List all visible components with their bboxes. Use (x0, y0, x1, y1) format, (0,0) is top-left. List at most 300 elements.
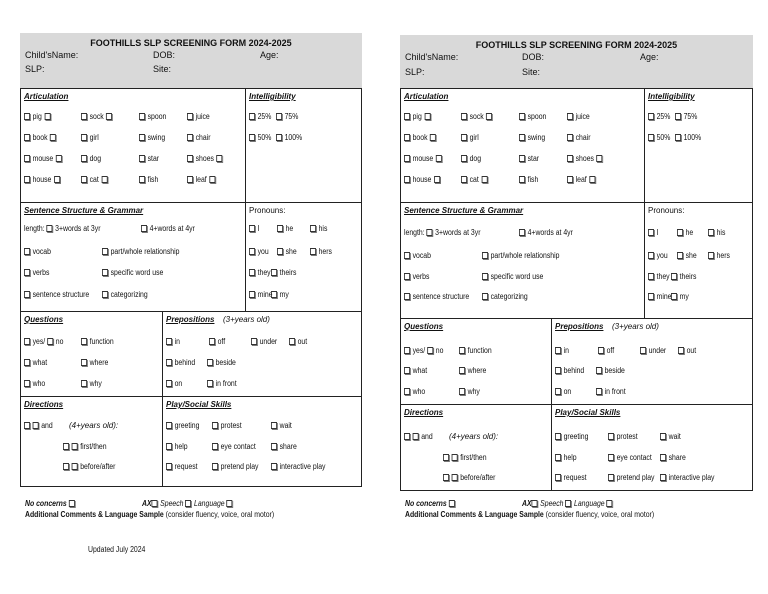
checkbox-icon[interactable] (555, 474, 561, 481)
dob-label: DOB: (522, 52, 545, 62)
checkbox-icon[interactable] (459, 388, 465, 395)
form-title: FOOTHILLS SLP SCREENING FORM 2024-2025 (475, 40, 678, 50)
checkbox-icon[interactable] (443, 454, 449, 461)
item-label: 4+words at 4yr (527, 228, 573, 237)
item-label: part/whole relationship (110, 247, 180, 256)
checkbox-icon[interactable] (461, 134, 467, 141)
item-label: beside (215, 358, 236, 367)
checkbox-icon[interactable] (404, 367, 410, 374)
checkbox-icon[interactable] (249, 134, 255, 141)
prepositions-note: (3+years old) (223, 315, 270, 324)
articulation-item-cat (461, 175, 487, 184)
item-label: leaf (195, 175, 207, 184)
checkbox-icon[interactable] (139, 155, 145, 162)
item-label: why (467, 387, 480, 396)
checkbox-icon[interactable] (251, 338, 257, 345)
articulation-item-swing (139, 133, 165, 142)
comments-label: Additional Comments & Language Sample (405, 510, 546, 519)
site-label: Site: (522, 67, 541, 77)
checkbox-icon[interactable] (677, 229, 683, 236)
checkbox-icon[interactable] (276, 134, 282, 141)
checkbox-icon[interactable] (404, 113, 410, 120)
checkbox-icon[interactable] (209, 176, 215, 183)
directions-and-label: and (41, 421, 53, 430)
item-label: where (89, 358, 109, 367)
item-label: hers (318, 247, 332, 256)
checkbox-icon[interactable] (24, 291, 30, 298)
checkbox-icon[interactable] (434, 176, 440, 183)
checkbox-icon[interactable] (207, 359, 213, 366)
item-label: mine (257, 290, 273, 299)
checkbox-icon[interactable] (597, 155, 603, 162)
play-protest (608, 432, 638, 441)
pronouns-heading: Pronouns: (648, 206, 685, 215)
checkbox-icon[interactable] (427, 229, 433, 236)
checkbox-icon[interactable] (608, 454, 614, 461)
articulation-item-star (139, 154, 159, 163)
checkbox-icon[interactable] (555, 433, 561, 440)
checkbox-icon[interactable] (24, 134, 30, 141)
item-label: she (285, 247, 297, 256)
checkbox-icon[interactable] (461, 155, 467, 162)
checkbox-icon[interactable] (139, 113, 145, 120)
item-label: spoon (527, 112, 547, 121)
item-label: star (147, 154, 160, 163)
intelligibility-section (245, 88, 362, 203)
checkbox-icon[interactable] (555, 388, 561, 395)
checkbox-icon[interactable] (482, 273, 488, 280)
play-pretend (608, 473, 654, 482)
checkbox-icon[interactable] (481, 176, 487, 183)
checkbox-icon[interactable] (404, 134, 410, 141)
item-label: verbs (32, 268, 50, 277)
checkbox-icon[interactable] (24, 176, 30, 183)
pronoun-i (648, 228, 659, 237)
checkbox-icon[interactable] (212, 463, 218, 470)
checkbox-icon[interactable] (227, 500, 233, 507)
checkbox-icon[interactable] (608, 433, 614, 440)
item-label: beside (604, 366, 625, 375)
checkbox-icon[interactable] (404, 293, 410, 300)
checkbox-icon[interactable] (81, 359, 87, 366)
checkbox-icon[interactable] (24, 359, 30, 366)
checkbox-icon[interactable] (519, 113, 525, 120)
item-label: share (668, 453, 686, 462)
checkbox-icon[interactable] (607, 500, 613, 507)
yes-label: yes/ (412, 346, 428, 355)
question-why (459, 387, 480, 396)
checkbox-icon[interactable] (166, 380, 172, 387)
pronouns-heading: Pronouns: (249, 206, 286, 215)
play-greeting (555, 432, 588, 441)
checkbox-icon[interactable] (152, 500, 158, 507)
first-then-label: first/then (80, 442, 107, 451)
checkbox-icon[interactable] (671, 273, 677, 280)
item-label: theirs (679, 272, 697, 281)
item-label: request (563, 473, 587, 482)
length-4yr (141, 224, 195, 233)
checkbox-icon[interactable] (555, 454, 561, 461)
checkbox-icon[interactable] (413, 433, 419, 440)
checkbox-icon[interactable] (449, 500, 455, 507)
checkbox-icon[interactable] (404, 273, 410, 280)
first-then-label: first/then (460, 453, 487, 462)
checkbox-icon[interactable] (675, 113, 681, 120)
sentence-item-structure (24, 290, 89, 299)
item-label: function (467, 346, 492, 355)
item-label: I (656, 228, 659, 237)
play-protest (212, 421, 242, 430)
play-pretend (212, 462, 258, 471)
checkbox-icon[interactable] (271, 291, 277, 298)
item-label: pretend play (616, 473, 655, 482)
play-share (271, 442, 297, 451)
checkbox-icon[interactable] (482, 252, 488, 259)
checkbox-icon[interactable] (671, 293, 677, 300)
checkbox-icon[interactable] (310, 248, 316, 255)
checkbox-icon[interactable] (660, 454, 666, 461)
checkbox-icon[interactable] (249, 269, 255, 276)
item-label: house (412, 175, 432, 184)
checkbox-icon[interactable] (187, 113, 193, 120)
checkbox-icon[interactable] (648, 293, 654, 300)
item-label: she (685, 251, 697, 260)
item-label: spoon (147, 112, 167, 121)
item-label: part/whole relationship (490, 251, 560, 260)
play-wait (660, 432, 681, 441)
checkbox-icon[interactable] (139, 176, 145, 183)
checkbox-icon[interactable] (44, 113, 50, 120)
checkbox-icon[interactable] (589, 176, 595, 183)
item-label: greeting (174, 421, 200, 430)
checkbox-icon[interactable] (461, 176, 467, 183)
item-label: what (412, 366, 428, 375)
articulation-item-mouse (24, 154, 62, 163)
checkbox-icon[interactable] (532, 500, 538, 507)
item-label: in front (215, 379, 237, 388)
checkbox-icon[interactable] (404, 155, 410, 162)
checkbox-icon[interactable] (567, 155, 573, 162)
checkbox-icon[interactable] (443, 474, 449, 481)
item-label: protest (616, 432, 638, 441)
checkbox-icon[interactable] (648, 134, 654, 141)
ax-row (522, 499, 615, 508)
directions-first-then (443, 453, 487, 462)
play-wait (271, 421, 292, 430)
item-label: off (606, 346, 615, 355)
checkbox-icon[interactable] (217, 155, 223, 162)
checkbox-icon[interactable] (81, 113, 87, 120)
checkbox-icon[interactable] (555, 347, 561, 354)
item-label: swing (527, 133, 546, 142)
checkbox-icon[interactable] (47, 338, 53, 345)
checkbox-icon[interactable] (187, 176, 193, 183)
checkbox-icon[interactable] (555, 367, 561, 374)
checkbox-icon[interactable] (598, 347, 604, 354)
checkbox-icon[interactable] (519, 229, 525, 236)
sentence-structure-section (20, 202, 246, 312)
form-header (20, 33, 362, 88)
length-3yr-label: 3+words at 3yr (435, 228, 481, 237)
checkbox-icon[interactable] (596, 388, 602, 395)
pronoun-i (249, 224, 260, 233)
checkbox-icon[interactable] (81, 338, 87, 345)
length-label: length: (24, 224, 47, 233)
item-label: my (679, 292, 689, 301)
item-label: behind (174, 358, 196, 367)
checkbox-icon[interactable] (678, 347, 684, 354)
play-request (555, 473, 587, 482)
preposition-on (166, 379, 182, 388)
checkbox-icon[interactable] (648, 113, 654, 120)
pronoun-hers (708, 251, 730, 260)
no-concerns-row (405, 499, 457, 508)
pronoun-mine (249, 290, 273, 299)
checkbox-icon[interactable] (519, 134, 525, 141)
item-label: mine (656, 292, 672, 301)
checkbox-icon[interactable] (72, 443, 78, 450)
question-what (404, 366, 427, 375)
articulation-item-shoes (187, 154, 223, 163)
checkbox-icon[interactable] (81, 380, 87, 387)
checkbox-icon[interactable] (139, 134, 145, 141)
checkbox-icon[interactable] (565, 500, 571, 507)
item-label: pig (32, 112, 42, 121)
length-label: length: (404, 228, 427, 237)
articulation-item-house (24, 175, 60, 184)
checkbox-icon[interactable] (271, 422, 277, 429)
checkbox-icon[interactable] (276, 113, 282, 120)
checkbox-icon[interactable] (207, 380, 213, 387)
checkbox-icon[interactable] (102, 291, 108, 298)
articulation-item-pig (404, 112, 430, 121)
checkbox-icon[interactable] (519, 155, 525, 162)
item-label: he (685, 228, 694, 237)
checkbox-icon[interactable] (24, 155, 30, 162)
directions-note: (4+years old): (69, 421, 119, 430)
checkbox-icon[interactable] (271, 463, 277, 470)
checkbox-icon[interactable] (81, 155, 87, 162)
prepositions-heading: Prepositions (555, 322, 604, 331)
sentence-item-categorizing (482, 292, 528, 301)
checkbox-icon[interactable] (567, 176, 573, 183)
item-label: interactive play (668, 473, 715, 482)
articulation-item-spoon (139, 112, 166, 121)
updated-label: Updated July 2024 (88, 545, 146, 554)
item-label: fish (527, 175, 539, 184)
preposition-behind (555, 366, 584, 375)
item-label: juice (575, 112, 590, 121)
checkbox-icon[interactable] (63, 463, 69, 470)
sentence-item-structure (404, 292, 469, 301)
checkbox-icon[interactable] (54, 176, 60, 183)
intelligibility-50 (249, 133, 271, 142)
checkbox-icon[interactable] (72, 463, 78, 470)
item-label: girl (469, 133, 479, 142)
item-label: out (686, 346, 697, 355)
checkbox-icon[interactable] (249, 225, 255, 232)
dob-label: DOB: (153, 50, 176, 60)
pronoun-theirs (671, 272, 696, 281)
checkbox-icon[interactable] (427, 347, 433, 354)
checkbox-icon[interactable] (608, 474, 614, 481)
checkbox-icon[interactable] (187, 134, 193, 141)
item-label: eye contact (220, 442, 256, 451)
item-label: greeting (563, 432, 589, 441)
articulation-item-leaf (567, 175, 595, 184)
play-social-section (551, 404, 753, 491)
pronoun-hers (310, 247, 332, 256)
checkbox-icon[interactable] (310, 225, 316, 232)
item-label: sentence structure (412, 292, 470, 301)
sentence-item-partwhole (102, 247, 179, 256)
checkbox-icon[interactable] (271, 443, 277, 450)
checkbox-icon[interactable] (271, 269, 277, 276)
item-label: they (656, 272, 670, 281)
checkbox-icon[interactable] (459, 347, 465, 354)
checkbox-icon[interactable] (648, 273, 654, 280)
checkbox-icon[interactable] (708, 229, 714, 236)
checkbox-icon[interactable] (81, 134, 87, 141)
checkbox-icon[interactable] (166, 359, 172, 366)
checkbox-icon[interactable] (56, 155, 62, 162)
pronoun-my (671, 292, 689, 301)
checkbox-icon[interactable] (452, 454, 458, 461)
checkbox-icon[interactable] (102, 269, 108, 276)
checkbox-icon[interactable] (424, 113, 430, 120)
item-label: fish (147, 175, 159, 184)
checkbox-icon[interactable] (519, 176, 525, 183)
checkbox-icon[interactable] (452, 474, 458, 481)
checkbox-icon[interactable] (24, 380, 30, 387)
item-label: in front (604, 387, 626, 396)
yes-no-item (24, 337, 63, 346)
checkbox-icon[interactable] (24, 422, 30, 429)
checkbox-icon[interactable] (277, 248, 283, 255)
checkbox-icon[interactable] (404, 347, 410, 354)
checkbox-icon[interactable] (289, 338, 295, 345)
checkbox-icon[interactable] (106, 113, 112, 120)
checkbox-icon[interactable] (166, 338, 172, 345)
checkbox-icon[interactable] (249, 248, 255, 255)
item-label: 25% (656, 112, 671, 121)
articulation-section (400, 88, 645, 203)
item-label: swing (147, 133, 166, 142)
language-label: Language (194, 499, 227, 508)
checkbox-icon[interactable] (459, 367, 465, 374)
checkbox-icon[interactable] (33, 422, 39, 429)
item-label: 100% (683, 133, 702, 142)
sentence-item-vocab (404, 251, 431, 260)
preposition-under (251, 337, 277, 346)
preposition-under (640, 346, 666, 355)
item-label: house (32, 175, 52, 184)
checkbox-icon[interactable] (24, 248, 30, 255)
articulation-item-pig (24, 112, 50, 121)
checkbox-icon[interactable] (24, 338, 30, 345)
pronoun-his (310, 224, 327, 233)
checkbox-icon[interactable] (24, 269, 30, 276)
articulation-item-swing (519, 133, 545, 142)
preposition-beside (596, 366, 625, 375)
comments-row (25, 510, 274, 519)
checkbox-icon[interactable] (567, 113, 573, 120)
prepositions-note: (3+years old) (612, 322, 659, 331)
checkbox-icon[interactable] (648, 252, 654, 259)
checkbox-icon[interactable] (482, 293, 488, 300)
checkbox-icon[interactable] (212, 422, 218, 429)
item-label: under (648, 346, 667, 355)
checkbox-icon[interactable] (640, 347, 646, 354)
checkbox-icon[interactable] (63, 443, 69, 450)
checkbox-icon[interactable] (404, 388, 410, 395)
item-label: what (32, 358, 48, 367)
before-after-label: before/after (460, 473, 496, 482)
play-share (660, 453, 686, 462)
checkbox-icon[interactable] (404, 433, 410, 440)
checkbox-icon[interactable] (660, 433, 666, 440)
checkbox-icon[interactable] (69, 500, 75, 507)
checkbox-icon[interactable] (461, 113, 467, 120)
checkbox-icon[interactable] (486, 113, 492, 120)
checkbox-icon[interactable] (50, 134, 56, 141)
checkbox-icon[interactable] (675, 134, 681, 141)
checkbox-icon[interactable] (596, 367, 602, 374)
checkbox-icon[interactable] (404, 252, 410, 259)
checkbox-icon[interactable] (209, 338, 215, 345)
item-label: cat (469, 175, 479, 184)
intelligibility-section (644, 88, 753, 203)
sentence-structure-section (400, 202, 645, 319)
checkbox-icon[interactable] (166, 463, 172, 470)
articulation-item-girl (461, 133, 479, 142)
checkbox-icon[interactable] (249, 113, 255, 120)
item-label: girl (89, 133, 99, 142)
checkbox-icon[interactable] (249, 291, 255, 298)
checkbox-icon[interactable] (101, 176, 107, 183)
checkbox-icon[interactable] (567, 134, 573, 141)
checkbox-icon[interactable] (166, 422, 172, 429)
articulation-heading: Articulation (404, 92, 449, 101)
play-help (166, 442, 188, 451)
articulation-item-dog (461, 154, 481, 163)
pronoun-theirs (271, 268, 296, 277)
yes-label: yes/ (32, 337, 48, 346)
checkbox-icon[interactable] (660, 474, 666, 481)
checkbox-icon[interactable] (141, 225, 147, 232)
articulation-item-book (24, 133, 56, 142)
checkbox-icon[interactable] (277, 225, 283, 232)
checkbox-icon[interactable] (212, 443, 218, 450)
checkbox-icon[interactable] (185, 500, 191, 507)
checkbox-icon[interactable] (648, 229, 654, 236)
item-label: I (257, 224, 260, 233)
preposition-in (166, 337, 180, 346)
pronoun-my (271, 290, 289, 299)
checkbox-icon[interactable] (81, 176, 87, 183)
checkbox-icon[interactable] (47, 225, 53, 232)
checkbox-icon[interactable] (404, 176, 410, 183)
directions-section (400, 404, 552, 491)
checkbox-icon[interactable] (436, 155, 442, 162)
checkbox-icon[interactable] (102, 248, 108, 255)
checkbox-icon[interactable] (430, 134, 436, 141)
checkbox-icon[interactable] (187, 155, 193, 162)
checkbox-icon[interactable] (24, 113, 30, 120)
checkbox-icon[interactable] (166, 443, 172, 450)
checkbox-icon[interactable] (677, 252, 683, 259)
checkbox-icon[interactable] (708, 252, 714, 259)
